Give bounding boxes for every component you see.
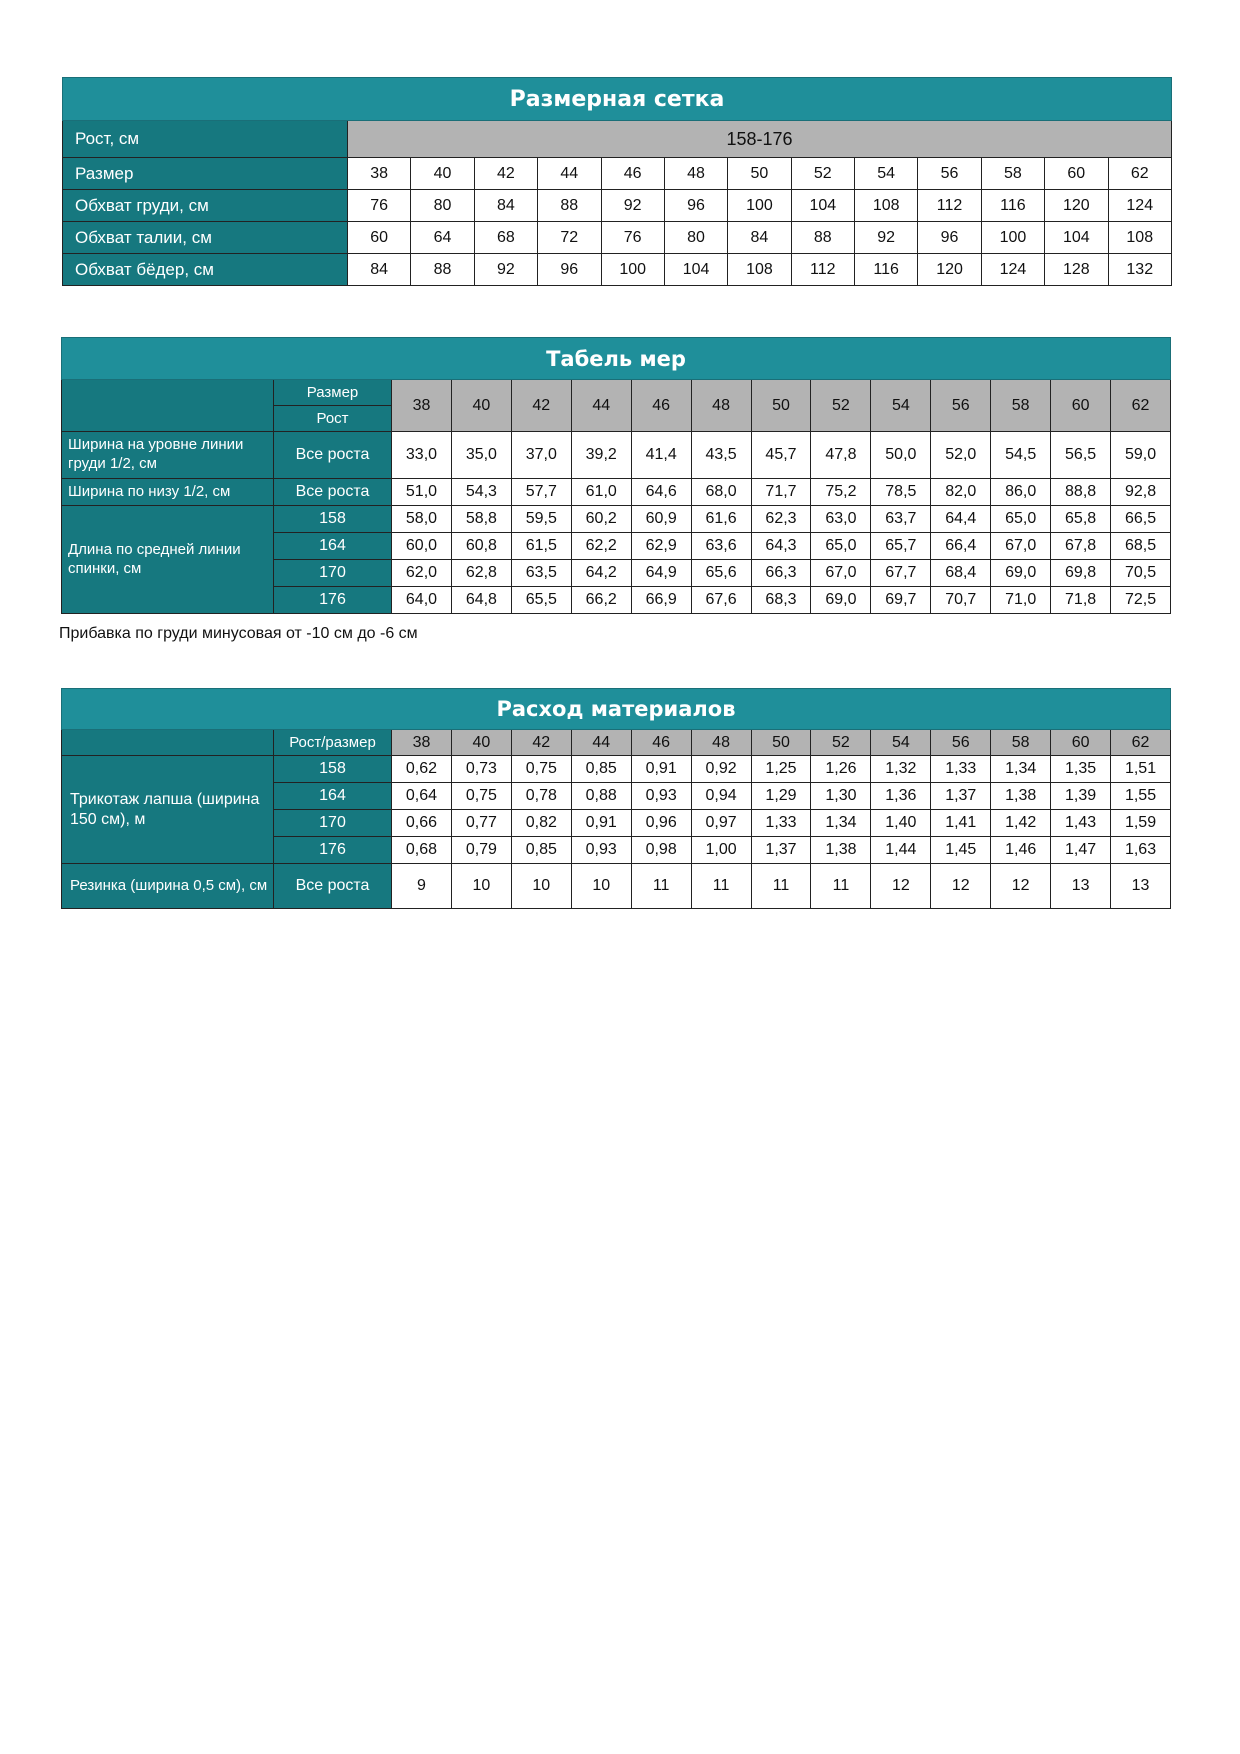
size-chart-value: 120	[918, 254, 981, 286]
elastic-value: 11	[751, 864, 811, 909]
chest-width-sub: Все роста	[274, 432, 392, 479]
knit-value: 1,43	[1051, 810, 1111, 837]
elastic-value: 12	[871, 864, 931, 909]
knit-height: 176	[274, 837, 392, 864]
back-length-value: 67,6	[691, 587, 751, 614]
knit-value: 1,34	[811, 810, 871, 837]
back-length-height: 158	[274, 506, 392, 533]
knit-value: 1,37	[931, 783, 991, 810]
back-length-row	[62, 506, 1171, 533]
elastic-value: 12	[931, 864, 991, 909]
materials-size-header: 38	[392, 730, 452, 756]
back-length-value: 64,4	[931, 506, 991, 533]
knit-value: 0,75	[511, 756, 571, 783]
knit-value: 0,96	[631, 810, 691, 837]
back-length-value: 58,0	[392, 506, 452, 533]
materials-size-header: 60	[1051, 730, 1111, 756]
knit-value: 0,78	[511, 783, 571, 810]
size-chart-rows	[63, 158, 1172, 286]
knit-value: 0,93	[571, 837, 631, 864]
knit-value: 1,42	[991, 810, 1051, 837]
back-length-value: 65,0	[811, 533, 871, 560]
chest-width-value: 33,0	[392, 432, 452, 479]
size-chart-value: 60	[1045, 158, 1108, 190]
measure-corner	[62, 380, 274, 432]
back-length-value: 64,0	[392, 587, 452, 614]
chest-width-value: 35,0	[451, 432, 511, 479]
size-chart-value: 108	[728, 254, 791, 286]
elastic-value: 12	[991, 864, 1051, 909]
materials-size-header: 50	[751, 730, 811, 756]
back-length-value: 71,0	[991, 587, 1051, 614]
elastic-value: 11	[691, 864, 751, 909]
knit-value: 0,94	[691, 783, 751, 810]
materials-size-header: 62	[1111, 730, 1171, 756]
knit-value: 0,79	[451, 837, 511, 864]
size-chart-value: 124	[1108, 190, 1172, 222]
materials-size-header: 58	[991, 730, 1051, 756]
size-chart-value: 108	[1108, 222, 1172, 254]
knit-value: 0,77	[451, 810, 511, 837]
size-chart-value: 40	[411, 158, 474, 190]
materials-size-header: 56	[931, 730, 991, 756]
size-chart-value: 38	[348, 158, 411, 190]
size-chart-row	[63, 222, 1172, 254]
knit-height: 158	[274, 756, 392, 783]
elastic-value: 9	[392, 864, 452, 909]
size-chart-value: 54	[855, 158, 918, 190]
chest-width-value: 37,0	[511, 432, 571, 479]
size-chart-value: 44	[538, 158, 601, 190]
back-length-value: 64,2	[571, 560, 631, 587]
chest-width-value: 41,4	[631, 432, 691, 479]
elastic-value: 13	[1111, 864, 1171, 909]
back-length-value: 63,7	[871, 506, 931, 533]
knit-value: 1,32	[871, 756, 931, 783]
knit-value: 1,25	[751, 756, 811, 783]
measure-size-header: 42	[511, 380, 571, 432]
measure-size-header: 50	[751, 380, 811, 432]
knit-value: 1,45	[931, 837, 991, 864]
knit-value: 0,98	[631, 837, 691, 864]
back-length-height: 164	[274, 533, 392, 560]
back-length-value: 69,8	[1051, 560, 1111, 587]
materials-table	[61, 688, 1171, 909]
elastic-value: 10	[451, 864, 511, 909]
size-chart-value: 62	[1108, 158, 1172, 190]
size-chart-value: 100	[601, 254, 664, 286]
measure-size-header: 54	[871, 380, 931, 432]
back-length-value: 59,5	[511, 506, 571, 533]
materials-corner	[62, 730, 274, 756]
measure-size-header: 48	[691, 380, 751, 432]
materials-size-header: 40	[451, 730, 511, 756]
chest-width-value: 43,5	[691, 432, 751, 479]
height-value: 158-176	[348, 121, 1172, 158]
elastic-value: 13	[1051, 864, 1111, 909]
back-length-value: 70,5	[1111, 560, 1171, 587]
chest-width-value: 50,0	[871, 432, 931, 479]
back-length-value: 69,7	[871, 587, 931, 614]
back-length-value: 65,7	[871, 533, 931, 560]
size-chart-value: 100	[981, 222, 1044, 254]
knit-value: 1,51	[1111, 756, 1171, 783]
size-chart-value: 84	[474, 190, 537, 222]
size-chart-value: 64	[411, 222, 474, 254]
size-chart-value: 84	[348, 254, 411, 286]
bottom-width-value: 61,0	[571, 479, 631, 506]
chest-width-value: 56,5	[1051, 432, 1111, 479]
back-length-height: 170	[274, 560, 392, 587]
back-length-value: 60,9	[631, 506, 691, 533]
size-chart-value: 104	[664, 254, 727, 286]
measure-size-header: 40	[451, 380, 511, 432]
back-length-value: 66,3	[751, 560, 811, 587]
back-length-value: 69,0	[811, 587, 871, 614]
knit-height: 164	[274, 783, 392, 810]
knit-value: 0,85	[571, 756, 631, 783]
row-label: Размер	[63, 158, 348, 190]
size-chart-value: 52	[791, 158, 854, 190]
size-chart-value: 96	[664, 190, 727, 222]
knit-value: 1,47	[1051, 837, 1111, 864]
size-chart-value: 92	[855, 222, 918, 254]
bottom-width-value: 54,3	[451, 479, 511, 506]
back-length-value: 65,8	[1051, 506, 1111, 533]
materials-size-header: 52	[811, 730, 871, 756]
size-chart-value: 42	[474, 158, 537, 190]
knit-value: 1,29	[751, 783, 811, 810]
knit-value: 1,33	[931, 756, 991, 783]
materials-header-label: Рост/размер	[274, 730, 392, 756]
size-chart-value: 46	[601, 158, 664, 190]
back-length-value: 67,0	[811, 560, 871, 587]
elastic-value: 10	[571, 864, 631, 909]
knit-value: 1,59	[1111, 810, 1171, 837]
knit-value: 1,35	[1051, 756, 1111, 783]
bottom-width-value: 78,5	[871, 479, 931, 506]
size-chart-value: 76	[601, 222, 664, 254]
knit-value: 0,75	[451, 783, 511, 810]
size-chart-value: 88	[538, 190, 601, 222]
elastic-value: 11	[631, 864, 691, 909]
materials-grid	[61, 688, 1171, 909]
measure-table-grid	[61, 337, 1171, 614]
measure-size-header: 52	[811, 380, 871, 432]
row-label: Обхват бёдер, см	[63, 254, 348, 286]
size-chart-value: 108	[855, 190, 918, 222]
measure-size-label: Размер	[274, 380, 392, 406]
back-length-value: 69,0	[991, 560, 1051, 587]
materials-title: Расход материалов	[62, 689, 1171, 730]
knit-value: 0,92	[691, 756, 751, 783]
size-chart-value: 92	[474, 254, 537, 286]
knit-value: 0,82	[511, 810, 571, 837]
bottom-width-value: 68,0	[691, 479, 751, 506]
materials-size-header: 42	[511, 730, 571, 756]
size-chart-value: 88	[791, 222, 854, 254]
knit-value: 0,73	[451, 756, 511, 783]
back-length-value: 60,2	[571, 506, 631, 533]
measure-height-label: Рост	[274, 406, 392, 432]
back-length-value: 66,4	[931, 533, 991, 560]
back-length-value: 64,3	[751, 533, 811, 560]
knit-value: 1,37	[751, 837, 811, 864]
size-chart-value: 58	[981, 158, 1044, 190]
back-length-value: 65,5	[511, 587, 571, 614]
knit-row	[62, 756, 1171, 783]
elastic-value: 10	[511, 864, 571, 909]
knit-value: 0,66	[392, 810, 452, 837]
knit-value: 1,44	[871, 837, 931, 864]
materials-size-header: 44	[571, 730, 631, 756]
elastic-sub: Все роста	[274, 864, 392, 909]
knit-value: 1,36	[871, 783, 931, 810]
elastic-value: 11	[811, 864, 871, 909]
back-length-value: 64,9	[631, 560, 691, 587]
back-length-value: 64,8	[451, 587, 511, 614]
size-chart-value: 96	[538, 254, 601, 286]
knit-value: 0,85	[511, 837, 571, 864]
size-chart-value: 104	[1045, 222, 1108, 254]
size-chart-value: 80	[411, 190, 474, 222]
knit-value: 0,91	[571, 810, 631, 837]
knit-value: 1,63	[1111, 837, 1171, 864]
back-length-value: 63,0	[811, 506, 871, 533]
size-chart-value: 104	[791, 190, 854, 222]
measure-size-header: 44	[571, 380, 631, 432]
size-chart-value: 50	[728, 158, 791, 190]
chest-width-value: 59,0	[1111, 432, 1171, 479]
size-chart	[62, 77, 1172, 286]
knit-label: Трикотаж лапша (ширина 150 см), м	[62, 756, 274, 864]
back-length-value: 67,8	[1051, 533, 1111, 560]
knit-value: 0,64	[392, 783, 452, 810]
knit-value: 1,40	[871, 810, 931, 837]
size-chart-value: 72	[538, 222, 601, 254]
size-chart-title: Размерная сетка	[63, 78, 1172, 121]
back-length-value: 66,2	[571, 587, 631, 614]
knit-value: 0,62	[392, 756, 452, 783]
size-chart-value: 128	[1045, 254, 1108, 286]
size-chart-value: 76	[348, 190, 411, 222]
size-chart-value: 124	[981, 254, 1044, 286]
size-chart-row	[63, 158, 1172, 190]
back-length-value: 61,5	[511, 533, 571, 560]
size-chart-row	[63, 254, 1172, 286]
knit-value: 1,34	[991, 756, 1051, 783]
size-chart-value: 48	[664, 158, 727, 190]
knit-value: 1,38	[811, 837, 871, 864]
back-length-value: 68,4	[931, 560, 991, 587]
elastic-label: Резинка (ширина 0,5 см), см	[62, 864, 274, 909]
knit-value: 0,68	[392, 837, 452, 864]
row-label: Обхват груди, см	[63, 190, 348, 222]
back-length-rows	[62, 506, 1171, 614]
size-chart-value: 112	[791, 254, 854, 286]
back-length-value: 68,3	[751, 587, 811, 614]
size-chart-value: 112	[918, 190, 981, 222]
materials-size-header: 46	[631, 730, 691, 756]
back-length-height: 176	[274, 587, 392, 614]
knit-value: 1,00	[691, 837, 751, 864]
size-chart-value: 88	[411, 254, 474, 286]
back-length-value: 61,6	[691, 506, 751, 533]
size-chart-value: 92	[601, 190, 664, 222]
bottom-width-value: 71,7	[751, 479, 811, 506]
back-length-value: 68,5	[1111, 533, 1171, 560]
back-length-value: 63,5	[511, 560, 571, 587]
chest-ease-note: Прибавка по груди минусовая от -10 см до -6 см	[59, 625, 418, 642]
size-chart-value: 60	[348, 222, 411, 254]
size-chart-value: 84	[728, 222, 791, 254]
bottom-width-sub: Все роста	[274, 479, 392, 506]
measure-size-header: 38	[392, 380, 452, 432]
bottom-width-label: Ширина по низу 1/2, см	[62, 479, 274, 506]
knit-value: 0,97	[691, 810, 751, 837]
knit-value: 1,33	[751, 810, 811, 837]
back-length-value: 60,8	[451, 533, 511, 560]
knit-value: 1,26	[811, 756, 871, 783]
materials-size-header: 48	[691, 730, 751, 756]
measure-size-header: 56	[931, 380, 991, 432]
height-label: Рост, см	[63, 121, 348, 158]
size-chart-value: 56	[918, 158, 981, 190]
size-chart-value: 100	[728, 190, 791, 222]
knit-value: 0,88	[571, 783, 631, 810]
knit-value: 1,38	[991, 783, 1051, 810]
knit-value: 1,41	[931, 810, 991, 837]
size-chart-value: 116	[855, 254, 918, 286]
back-length-value: 67,0	[991, 533, 1051, 560]
back-length-value: 62,9	[631, 533, 691, 560]
size-chart-value: 116	[981, 190, 1044, 222]
size-chart-value: 68	[474, 222, 537, 254]
knit-value: 0,91	[631, 756, 691, 783]
back-length-value: 71,8	[1051, 587, 1111, 614]
row-label: Обхват талии, см	[63, 222, 348, 254]
back-length-value: 58,8	[451, 506, 511, 533]
measure-size-header: 62	[1111, 380, 1171, 432]
materials-size-header: 54	[871, 730, 931, 756]
bottom-width-value: 92,8	[1111, 479, 1171, 506]
bottom-width-value: 82,0	[931, 479, 991, 506]
chest-width-value: 39,2	[571, 432, 631, 479]
back-length-value: 62,0	[392, 560, 452, 587]
size-chart-value: 120	[1045, 190, 1108, 222]
chest-width-value: 45,7	[751, 432, 811, 479]
measure-size-header: 60	[1051, 380, 1111, 432]
knit-height: 170	[274, 810, 392, 837]
back-length-value: 62,2	[571, 533, 631, 560]
knit-value: 1,46	[991, 837, 1051, 864]
bottom-width-value: 57,7	[511, 479, 571, 506]
knit-value: 1,30	[811, 783, 871, 810]
size-chart-value: 96	[918, 222, 981, 254]
bottom-width-value: 88,8	[1051, 479, 1111, 506]
size-chart-value: 80	[664, 222, 727, 254]
back-length-value: 66,9	[631, 587, 691, 614]
back-length-value: 62,3	[751, 506, 811, 533]
knit-value: 1,55	[1111, 783, 1171, 810]
measure-table	[61, 337, 1171, 614]
back-length-value: 60,0	[392, 533, 452, 560]
size-chart-table	[62, 77, 1172, 286]
bottom-width-value: 51,0	[392, 479, 452, 506]
back-length-value: 72,5	[1111, 587, 1171, 614]
measure-size-header: 46	[631, 380, 691, 432]
back-length-label: Длина по средней линии спинки, см	[62, 506, 274, 614]
back-length-value: 65,6	[691, 560, 751, 587]
back-length-value: 62,8	[451, 560, 511, 587]
back-length-value: 65,0	[991, 506, 1051, 533]
back-length-value: 67,7	[871, 560, 931, 587]
measure-table-title: Табель мер	[62, 338, 1171, 380]
size-chart-value: 132	[1108, 254, 1172, 286]
measure-size-header: 58	[991, 380, 1051, 432]
back-length-value: 63,6	[691, 533, 751, 560]
chest-width-value: 47,8	[811, 432, 871, 479]
bottom-width-value: 64,6	[631, 479, 691, 506]
knit-rows	[62, 756, 1171, 864]
knit-value: 1,39	[1051, 783, 1111, 810]
size-chart-row	[63, 190, 1172, 222]
bottom-width-value: 86,0	[991, 479, 1051, 506]
chest-width-value: 54,5	[991, 432, 1051, 479]
back-length-value: 70,7	[931, 587, 991, 614]
back-length-value: 66,5	[1111, 506, 1171, 533]
bottom-width-value: 75,2	[811, 479, 871, 506]
chest-width-value: 52,0	[931, 432, 991, 479]
chest-width-label: Ширина на уровне линии груди 1/2, см	[62, 432, 274, 479]
knit-value: 0,93	[631, 783, 691, 810]
